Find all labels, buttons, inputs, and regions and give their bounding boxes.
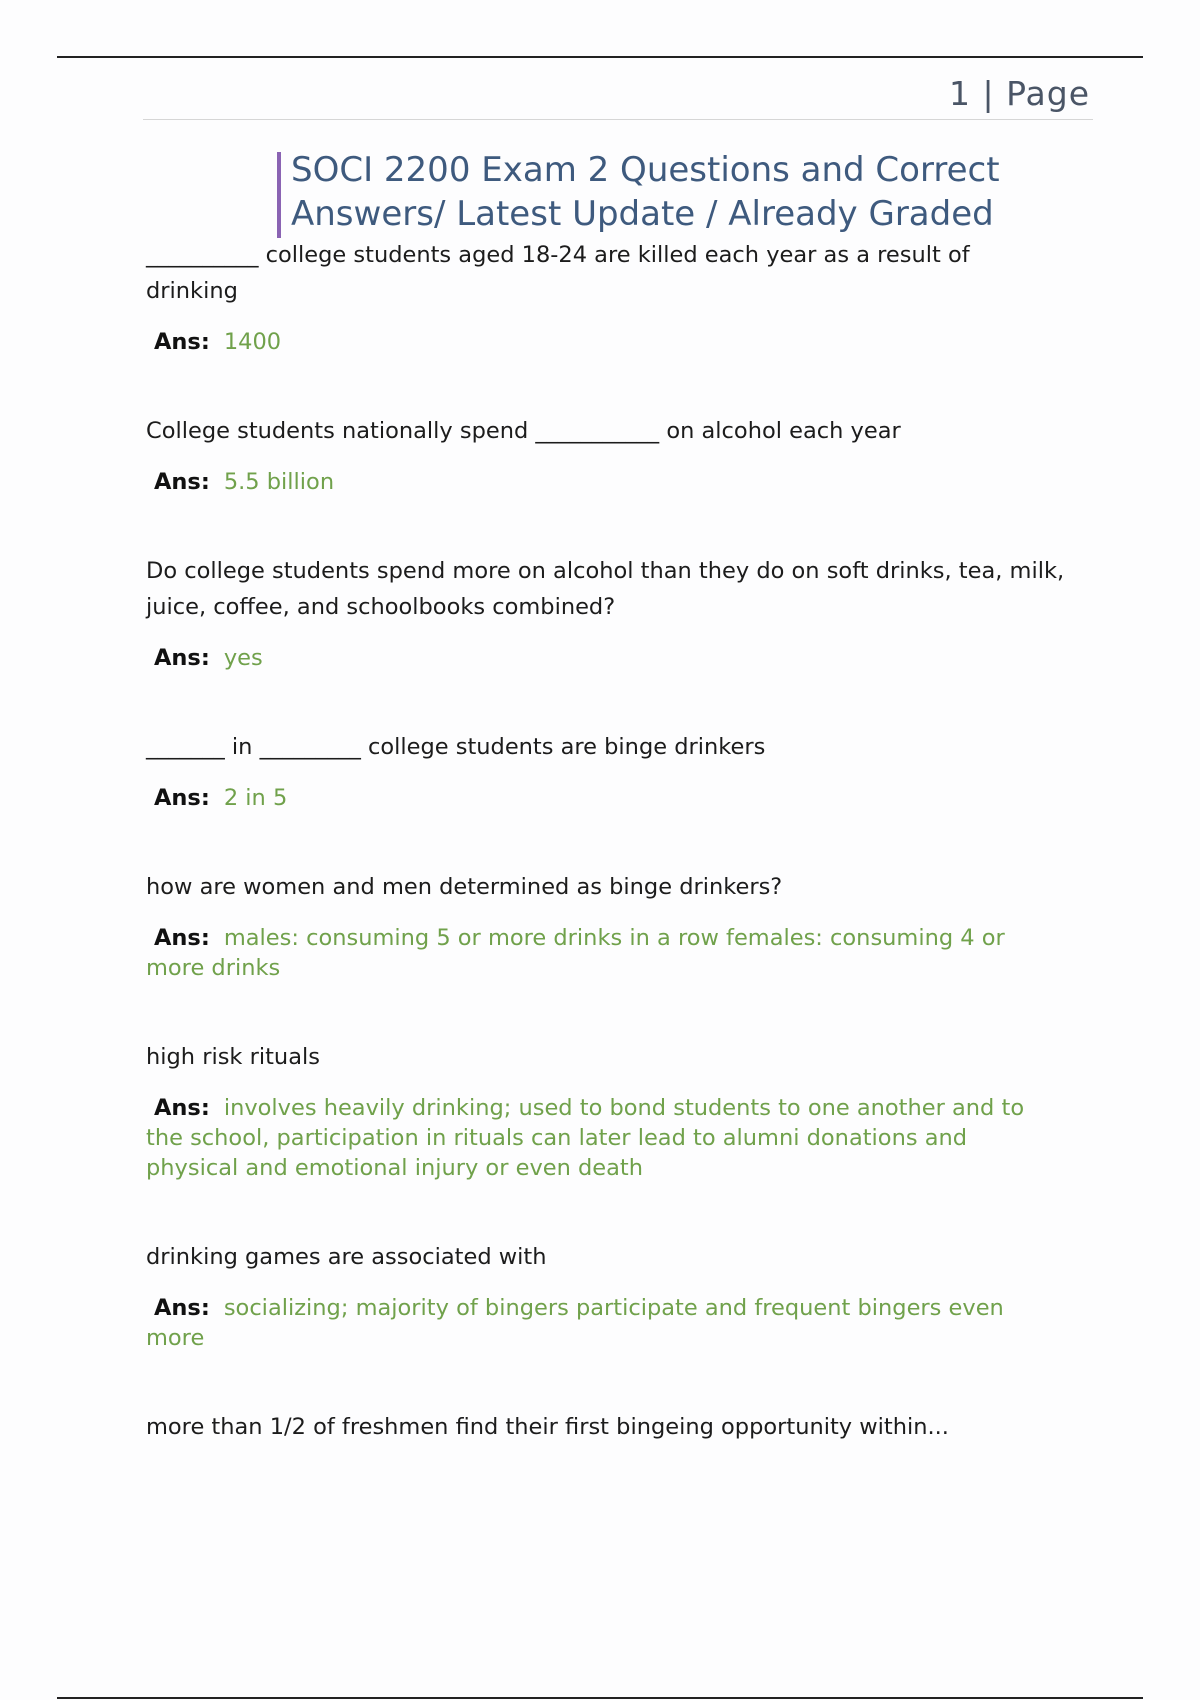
answer-row [146,327,1066,357]
answer-row [146,1093,1066,1183]
question-text: __________ college students aged 18-24 are killed each year as a result of drinking [146,242,970,304]
ans-label: Ans: [154,1295,210,1321]
answer-text: yes [223,645,263,671]
qa-item-5 [146,869,1066,983]
question-text: College students nationally spend ___________ on alcohol each year [146,418,901,444]
qa-item-4 [146,729,1066,813]
ans-label: Ans: [154,645,210,671]
bottom-rule [57,1697,1143,1699]
answer-text: 2 in 5 [223,785,288,811]
answer-row [146,783,1066,813]
answer-row [146,643,1066,673]
question-text: drinking games are associated with [146,1244,547,1270]
ans-label: Ans: [154,785,210,811]
ans-label: Ans: [154,925,210,951]
qa-item-7 [146,1239,1066,1353]
question-text: high risk rituals [146,1044,320,1070]
qa-item-8 [146,1409,1066,1445]
question-text: _______ in _________ college students are binge drinkers [146,734,766,760]
title-line-1: SOCI 2200 Exam 2 Questions and Correct [291,150,1000,190]
qa-item-1 [146,237,1066,357]
title-line-2: Answers/ Latest Update / Already Graded [291,194,994,234]
answer-text: 5.5 billion [223,469,335,495]
title-accent-bar [277,152,281,238]
answer-text: 1400 [223,329,282,355]
qa-item-3 [146,553,1066,673]
ans-label: Ans: [154,469,210,495]
ans-label: Ans: [154,1095,210,1121]
page-number: 1 | Page [949,74,1090,113]
header-rule [143,119,1093,120]
question-text: how are women and men determined as binge drinkers? [146,874,783,900]
answer-row [146,467,1066,497]
answer-row [146,923,1066,983]
qa-item-2 [146,413,1066,497]
qa-list [146,237,1066,1501]
question-text: more than 1/2 of freshmen find their first bingeing opportunity within... [146,1414,949,1440]
document-title [291,148,1051,236]
answer-text: socializing; majority of bingers participate and frequent bingers even more [146,1295,1004,1351]
answer-text: involves heavily drinking; used to bond students to one another and to the school, participation in rituals can later lead to alumni donations and physical and emotional injury or even death [146,1095,1025,1181]
qa-item-6 [146,1039,1066,1183]
question-text: Do college students spend more on alcohol than they do on soft drinks, tea, milk, juice, coffee, and schoolbooks combined? [146,558,1065,620]
answer-row [146,1293,1066,1353]
top-rule [57,56,1143,58]
ans-label: Ans: [154,329,210,355]
answer-text: males: consuming 5 or more drinks in a row females: consuming 4 or more drinks [146,925,1005,981]
